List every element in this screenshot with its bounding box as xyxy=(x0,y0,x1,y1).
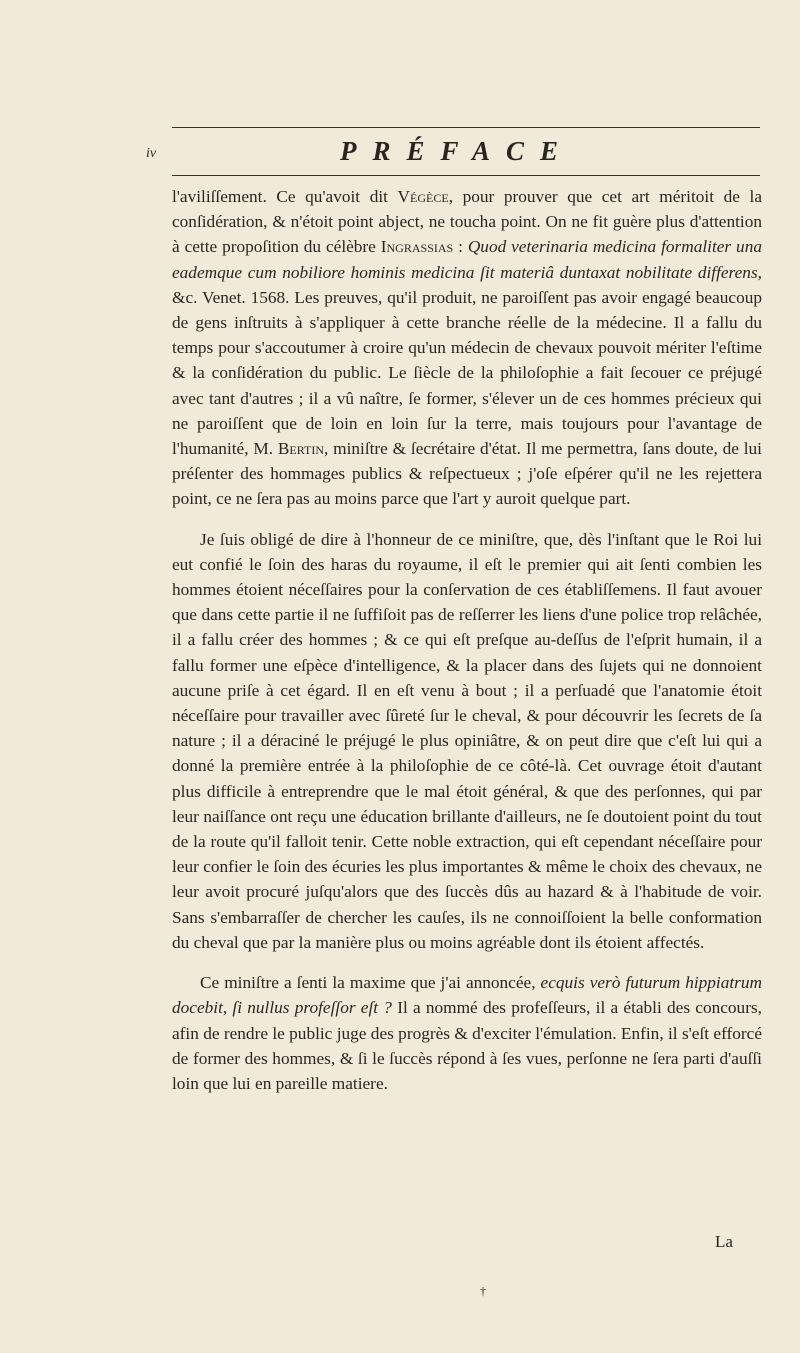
text-segment: Il a nommé des profeſſeurs, il a établi des concours, afin de rendre le public juge des progrès & d'exciter l'émulation. Enfin, il s'eſt efforcé de former des hommes, & ſi le ſuccès répond à ſes vues, perſonne ne ſera parti d'auſſi loin que lui en pareille matiere. xyxy=(172,998,763,1093)
text-segment: Ingrassias xyxy=(380,237,454,257)
paragraph-1 xyxy=(172,184,762,512)
header-rule-bottom xyxy=(172,175,760,176)
paragraph-2 xyxy=(172,527,762,955)
running-title: PRÉFACE xyxy=(340,136,575,166)
text-segment: , &c. Venet. 1568. Les preuves, qu'il produit, ne paroiſſent pas avoir engagé beaucoup de gens inſtruits à s'appliquer à cette branche réelle de la médecine. Il a fallu du temps pour s'accoutumer à croire qu'un médecin de chevaux pouvoit mériter l'eſtime & la conſidération du public. Le ſiècle de la philoſophie a fait ſecouer ce préjugé avec tant d'autres ; il a vû naître, ſe former, s'élever un de ces hommes précieux qui ne paroiſſent que de loin en loin ſur la terre, mais toujours pour l'avantage de l'humanité, M. xyxy=(172,262,762,459)
text-segment: l'aviliſſement. Ce qu'avoit dit xyxy=(172,187,398,206)
text-segment: , miniſtre & ſecrétaire d'état. Il me permettra, ſans doute, de lui préſenter des hommages publics & reſpectueux ; j'oſe eſpérer qu'il ne les rejettera point, ce ne ſera pas au moins parce que l'art y auroit quelque part. xyxy=(172,439,762,509)
text-segment: Végèce xyxy=(397,187,449,206)
text-segment: ecquis verò futurum hippiatrum docebit, ſi nullus profeſſor eſt ? xyxy=(172,973,763,1018)
text-segment: Je ſuis obligé de dire à l'honneur de ce miniſtre, que, dès l'inſtant que le Roi lui eut confié le ſoin des haras du royaume, il eſt le premier qui ait ſenti combien les hommes étoient néceſſaires pour la conſervation de ces établiſſemens. Il faut avouer que dans cette partie il ne ſuffiſoit pas de reſſerrer les liens d'une police trop relâchée, il a fallu créer des hommes ; & ce qui eſt preſque au-deſſus de l'eſprit humain, il a fallu former une eſpèce d'intelligence, & la placer dans des ſujets qui ne donnoient aucune priſe à cet égard. Il en eſt venu à bout ; il a perſuadé que l'anatomie étoit néceſſaire pour travailler avec ſûreté ſur le cheval, & pour découvrir les ſecrets de ſa nature ; il a déraciné le préjugé le plus opiniâtre, & on peut dire que c'eſt lui qui a donné la première entrée à la philoſophie de ce côté-là. Cet ouvrage étoit d'autant plus difficile à entreprendre que le mal étoit général, & que des perſonnes, qui par leur naiſſance ont reçu une éducation brillante d'ailleurs, ne ſe doutoient point du tout de la route qu'il falloit tenir. Cette noble extraction, qui eſt cependant néceſſaire pour leur confier le ſoin des écuries les plus importantes & même le choix des chevaux, ne leur avoit procuré juſqu'alors que des ſuccès dûs au hazard & à l'habitude de voir. Sans s'embarraſſer de chercher les cauſes, ils ne connoiſſoient la belle conformation du cheval que par la manière plus ou moins agréable dont ils étoient affectés. xyxy=(172,529,762,952)
page-number: iv xyxy=(146,146,157,161)
text-segment: Bertin xyxy=(277,439,324,459)
text-segment: , pour prouver que cet art méritoit de la conſidération, & n'étoit point abject, ne toucha point. On ne fit guère plus d'attention à cette propoſition du célèbre xyxy=(172,187,762,257)
text-segment: : xyxy=(453,237,468,257)
text-segment: Ce miniſtre a ſenti la maxime que j'ai annoncée, xyxy=(200,973,541,993)
paragraph-3 xyxy=(172,970,762,1096)
header-rule-top xyxy=(172,127,760,128)
signature-mark: † xyxy=(480,1284,486,1298)
text-segment: Quod veterinaria medicina formaliter una eademque cum nobiliore hominis medicina ſit materiâ duntaxat nobilitate differens xyxy=(172,237,762,282)
catchword: La xyxy=(715,1232,733,1251)
body-text xyxy=(172,184,762,1096)
